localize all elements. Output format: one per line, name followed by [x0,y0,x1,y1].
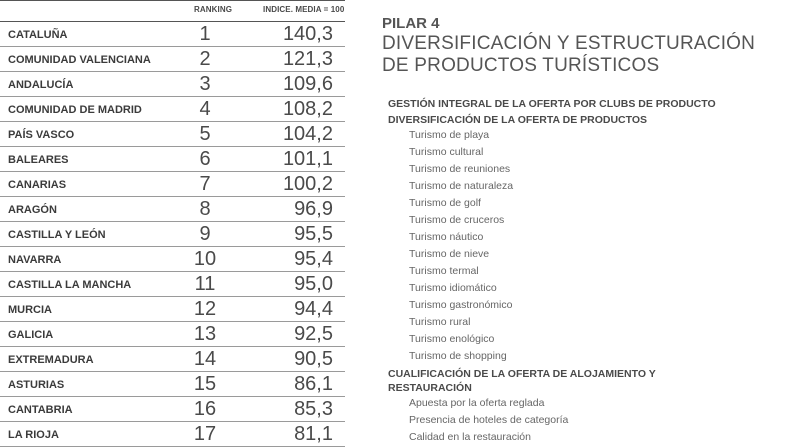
list-item: Turismo de shopping [409,350,507,362]
table-row [0,347,345,372]
region-name: GALICIA [8,329,54,341]
ranking-table [0,0,345,447]
region-name: MURCIA [8,304,52,316]
index-value: 95,4 [294,248,333,270]
region-name: CATALUÑA [8,29,68,41]
table-row [0,272,345,297]
ranking-value: 17 [193,423,217,445]
ranking-value: 11 [194,273,216,295]
index-value: 109,6 [282,73,333,95]
section-title-line: CUALIFICACIÓN DE LA OFERTA DE ALOJAMIENTO Y [388,368,656,380]
region-name: COMUNIDAD VALENCIANA [8,54,151,66]
region-name: COMUNIDAD DE MADRID [8,104,142,116]
ranking-value: 12 [193,298,217,320]
table-row [0,172,345,197]
ranking-value: 8 [199,198,211,220]
table-row [0,47,345,72]
table-header [0,0,345,22]
ranking-column-header: RANKING [194,5,233,14]
ranking-value: 15 [193,373,217,395]
region-name: LA RIOJA [8,429,59,441]
section-title-line: RESTAURACIÓN [388,382,472,394]
ranking-value: 14 [193,348,217,370]
table-row [0,397,345,422]
list-item: Turismo gastronómico [409,299,513,311]
index-value: 100,2 [282,173,333,195]
table-body [0,22,345,447]
region-name: EXTREMADURA [8,354,94,366]
index-value: 108,2 [282,98,333,120]
index-value: 95,5 [294,223,333,245]
region-name: ASTURIAS [8,379,65,391]
index-value: 121,3 [282,48,333,70]
index-column-header: INDICE. MEDIA = 100 [263,5,345,14]
index-value: 92,5 [294,323,333,345]
pillar-heading [382,16,792,77]
region-name: CASTILLA LA MANCHA [8,279,132,291]
region-name: ARAGÓN [8,204,57,216]
region-name: CANARIAS [8,179,67,191]
region-name: NAVARRA [8,254,62,266]
index-value: 81,1 [294,423,333,445]
region-name: CANTABRIA [8,404,73,416]
table-row [0,22,345,47]
ranking-value: 2 [199,48,211,70]
index-value: 140,3 [282,23,333,45]
pillar-title-line: DIVERSIFICACIÓN Y ESTRUCTURACIÓN [382,33,756,54]
ranking-value: 7 [199,173,211,195]
region-name: PAÍS VASCO [8,129,75,141]
list-item: Turismo de golf [409,197,481,209]
list-item: Turismo de nieve [409,248,490,260]
index-value: 95,0 [294,273,333,295]
index-value: 101,1 [282,148,333,170]
region-name: CASTILLA Y LEÓN [8,229,106,241]
list-item: Turismo idiomático [409,282,497,294]
list-item: Turismo de cruceros [409,214,505,226]
list-item: Calidad en la restauración [409,431,531,443]
list-item: Turismo enológico [409,333,495,345]
list-item: Apuesta por la oferta reglada [409,397,545,409]
region-name: BALEARES [8,154,69,166]
index-value: 85,3 [294,398,333,420]
pillar-sections [388,95,793,446]
list-item: Turismo náutico [409,231,484,243]
region-name: ANDALUCÍA [8,79,74,91]
ranking-value: 13 [193,323,217,345]
table-row [0,97,345,122]
ranking-value: 4 [199,98,211,120]
table-row [0,297,345,322]
index-value: 96,9 [294,198,333,220]
table-row [0,222,345,247]
list-item: Turismo cultural [409,146,484,158]
table-row [0,72,345,97]
ranking-value: 1 [199,23,211,45]
quality-list [388,395,793,446]
index-value: 86,1 [294,373,333,395]
product-list [388,127,793,365]
table-row [0,372,345,397]
ranking-value: 3 [199,73,211,95]
table-row [0,247,345,272]
index-value: 90,5 [294,348,333,370]
section-title [388,365,793,395]
pillar-label: PILAR 4 [382,15,440,32]
table-row [0,422,345,447]
index-value: 94,4 [294,298,333,320]
pillar-title [382,33,792,77]
table-row [0,197,345,222]
table-row [0,147,345,172]
ranking-value: 16 [193,398,217,420]
list-item: Turismo de reuniones [409,163,511,175]
list-item: Turismo termal [409,265,479,277]
pillar-title-line: DE PRODUCTOS TURÍSTICOS [382,55,660,76]
section-title: GESTIÓN INTEGRAL DE LA OFERTA POR CLUBS DE PRODUCTO [388,98,716,110]
index-value: 104,2 [282,123,333,145]
ranking-value: 10 [193,248,217,270]
table-row [0,122,345,147]
section-title: DIVERSIFICACIÓN DE LA OFERTA DE PRODUCTOS [388,114,648,126]
list-item: Turismo de naturaleza [409,180,514,192]
list-item: Turismo rural [409,316,471,328]
list-item: Presencia de hoteles de categoría [409,414,569,426]
ranking-value: 6 [199,148,211,170]
ranking-value: 5 [199,123,211,145]
list-item: Turismo de playa [409,129,490,141]
table-row [0,322,345,347]
ranking-value: 9 [199,223,211,245]
